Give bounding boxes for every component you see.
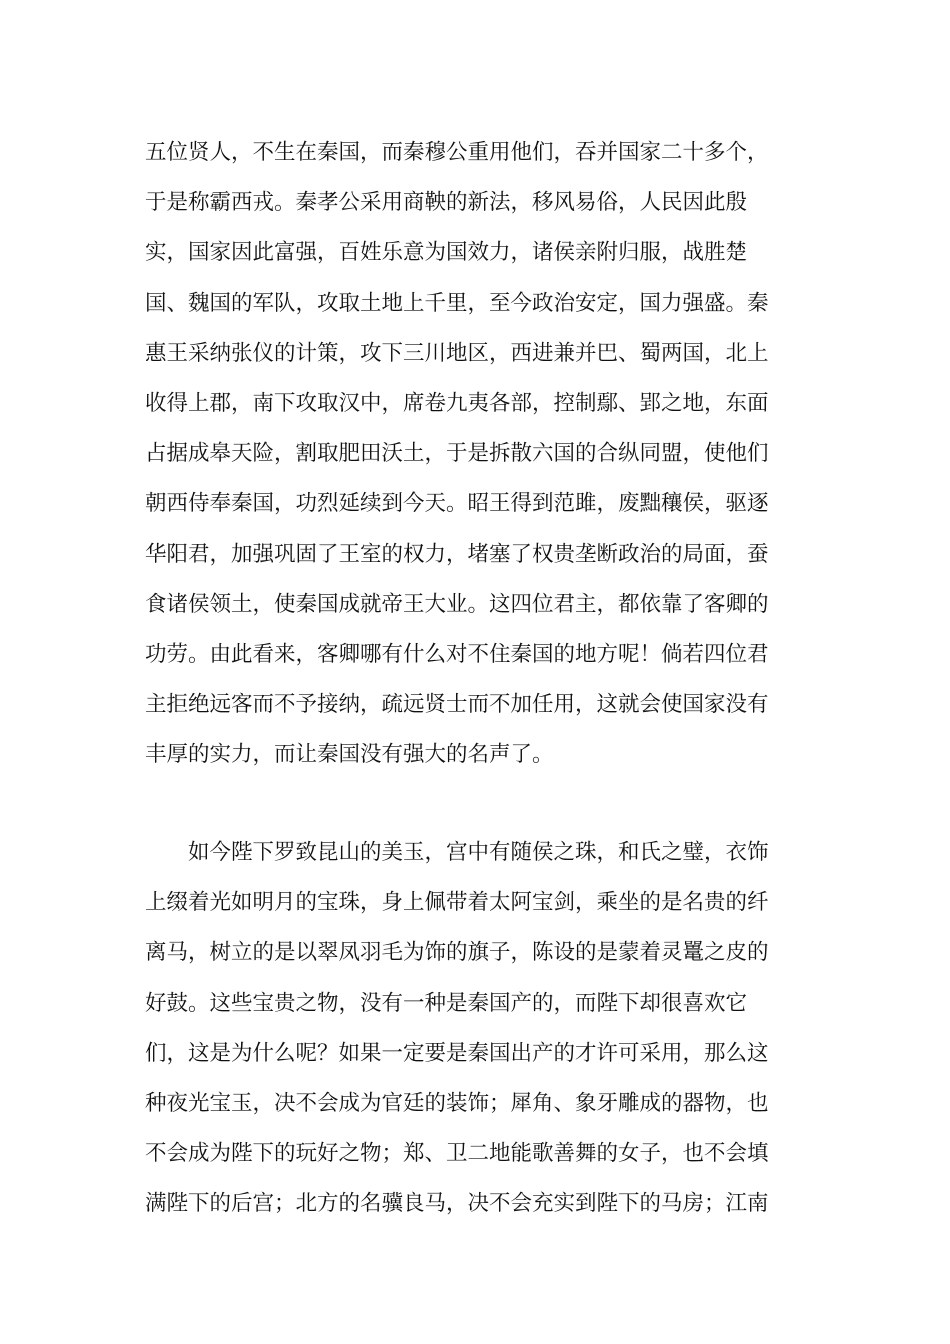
text-line: 主拒绝远客而不予接纳，疏远贤士而不加任用，这就会使国家没有: [145, 692, 769, 718]
text-line: 实，国家因此富强，百姓乐意为国效力，诸侯亲附归服，战胜楚: [145, 240, 748, 266]
text-line: 占据成皋天险，割取肥田沃土，于是拆散六国的合纵同盟，使他们: [145, 441, 769, 467]
text-line: 好鼓。这些宝贵之物，没有一种是秦国产的，而陛下却很喜欢它: [145, 990, 748, 1016]
text-line: 朝西侍奉秦国，功烈延续到今天。昭王得到范雎，废黜穰侯，驱逐: [145, 491, 769, 517]
text-line: 国、魏国的军队，攻取土地上千里，至今政治安定，国力强盛。秦: [145, 290, 769, 316]
text-line: 功劳。由此看来，客卿哪有什么对不住秦国的地方呢！倘若四位君: [145, 641, 769, 667]
text-line: 种夜光宝玉，决不会成为官廷的装饰；犀角、象牙雕成的器物，也: [145, 1090, 769, 1116]
text-line: 食诸侯领土，使秦国成就帝王大业。这四位君主，都依靠了客卿的: [145, 591, 769, 617]
text-line: 满陛下的后宫；北方的名骥良马，决不会充实到陛下的马房；江南: [145, 1191, 769, 1217]
text-line: 于是称霸西戎。秦孝公采用商鞅的新法，移风易俗，人民因此殷: [145, 190, 748, 216]
paragraph-1: [145, 128, 815, 780]
text-line: 惠王采纳张仪的计策，攻下三川地区，西进兼并巴、蜀两国，北上: [145, 340, 769, 366]
text-line: 收得上郡，南下攻取汉中，席卷九夷各部，控制鄢、郢之地，东面: [145, 390, 769, 416]
text-line: 不会成为陛下的玩好之物；郑、卫二地能歌善舞的女子，也不会填: [145, 1141, 769, 1167]
text-line: 上缀着光如明月的宝珠，身上佩带着太阿宝剑，乘坐的是名贵的纤: [145, 890, 769, 916]
text-line: 们，这是为什么呢？如果一定要是秦国出产的才许可采用，那么这: [145, 1040, 769, 1066]
text-line: 离马，树立的是以翠凤羽毛为饰的旗子，陈设的是蒙着灵鼍之皮的: [145, 940, 769, 966]
paragraph-2: [145, 828, 815, 1230]
text-line: 华阳君，加强巩固了王室的权力，堵塞了权贵垄断政治的局面，蚕: [145, 541, 769, 567]
text-line: 丰厚的实力，而让秦国没有强大的名声了。: [145, 742, 554, 768]
text-line: 如今陛下罗致昆山的美玉，宫中有随侯之珠，和氏之璧，衣饰: [145, 840, 769, 865]
text-line: 五位贤人，不生在秦国，而秦穆公重用他们，吞并国家二十多个，: [145, 140, 769, 165]
